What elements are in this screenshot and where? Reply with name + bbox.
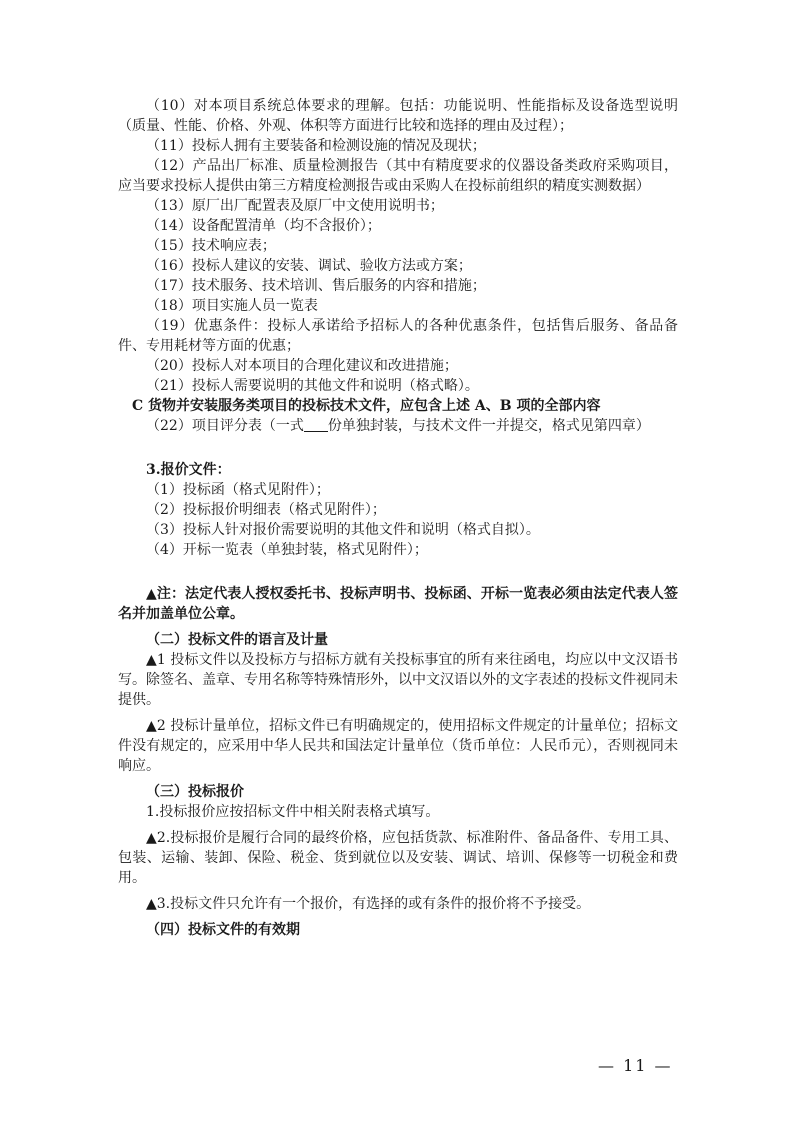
paragraph: 1.投标报价应按招标文件中相关附表格式填写。 <box>146 804 440 820</box>
list-item: （11）投标人拥有主要装备和检测设施的情况及现状； <box>146 138 486 154</box>
list-item: （3）投标人针对报价需要说明的其他文件和说明（格式自拟）。 <box>146 522 540 538</box>
list-item: （13）原厂出厂配置表及原厂中文使用说明书； <box>146 198 444 214</box>
list-item: （1）投标函（格式见附件）； <box>146 482 330 498</box>
paragraph: ▲2.投标报价是履行合同的最终价格，应包括货款、标准附件、备品备件、专用工具、包装、运输、装卸、保险、税金、货到就位以及安装、调试、培训、保修等一切税金和费用。 <box>118 830 678 886</box>
paragraph: ▲3.投标文件只允许有一个报价，有选择的或有条件的报价将不予接受。 <box>146 896 591 912</box>
list-item: （21）投标人需要说明的其他文件和说明（格式略）。 <box>146 378 479 394</box>
paragraph: ▲1 投标文件以及投标方与招标方就有关投标事宜的所有来往函电，均应以中文汉语书写。除签名、盖章、专用名称等特殊情形外，以中文汉语以外的文字表述的投标文件视同未提供。 <box>118 652 678 708</box>
paragraph: ▲2 投标计量单位，招标文件已有明确规定的，使用招标文件规定的计量单位；招标文件没有规定的，应采用中华人民共和国法定计量单位（货币单位：人民币元），否则视同未响应。 <box>118 718 678 774</box>
copies-blank <box>304 417 328 432</box>
list-item: （20）投标人对本项目的合理化建议和改进措施； <box>146 358 458 374</box>
signature-note: ▲注：法定代表人授权委托书、投标声明书、投标函、开标一览表必须由法定代表人签名并加盖单位公章。 <box>118 586 678 622</box>
list-item: （2）投标报价明细表（格式见附件）； <box>146 502 386 518</box>
list-item: （15）技术响应表； <box>146 238 276 254</box>
section-c-heading: C 货物并安装服务类项目的投标技术文件，应包含上述 A、B 项的全部内容 <box>132 398 601 414</box>
list-item: （16）投标人建议的安装、调试、验收方法或方案； <box>146 258 472 274</box>
list-item: （12）产品出厂标准、质量检测报告（其中有精度要求的仪器设备类政府采购项目，应当要求投标人提供由第三方精度检测报告或由采购人在投标前组织的精度实测数据） <box>118 158 678 194</box>
part3-heading: （三）投标报价 <box>146 784 244 800</box>
list-item: （17）技术服务、技术培训、售后服务的内容和措施； <box>146 278 486 294</box>
item-22-before: （22）项目评分表（一式 <box>146 418 304 434</box>
document-page <box>118 96 678 940</box>
part4-heading: （四）投标文件的有效期 <box>146 922 300 938</box>
part2-heading: （二）投标文件的语言及计量 <box>146 632 328 648</box>
item-22-after: 份单独封装，与技术文件一并提交，格式见第四章） <box>327 418 650 434</box>
page-number: — 11 — <box>598 1056 673 1075</box>
list-item: （19）优惠条件：投标人承诺给予招标人的各种优惠条件，包括售后服务、备品备件、专用耗材等方面的优惠； <box>118 318 678 354</box>
list-item: （14）设备配置清单（均不含报价）； <box>146 218 381 234</box>
list-item-22 <box>118 416 678 436</box>
list-item: （18）项目实施人员一览表 <box>146 298 318 314</box>
list-item: （10）对本项目系统总体要求的理解。包括：功能说明、性能指标及设备选型说明（质量、性能、价格、外观、体积等方面进行比较和选择的理由及过程）； <box>118 98 678 134</box>
section3-heading: 3.报价文件： <box>146 462 231 478</box>
list-item: （4）开标一览表（单独封装，格式见附件）； <box>146 542 428 558</box>
